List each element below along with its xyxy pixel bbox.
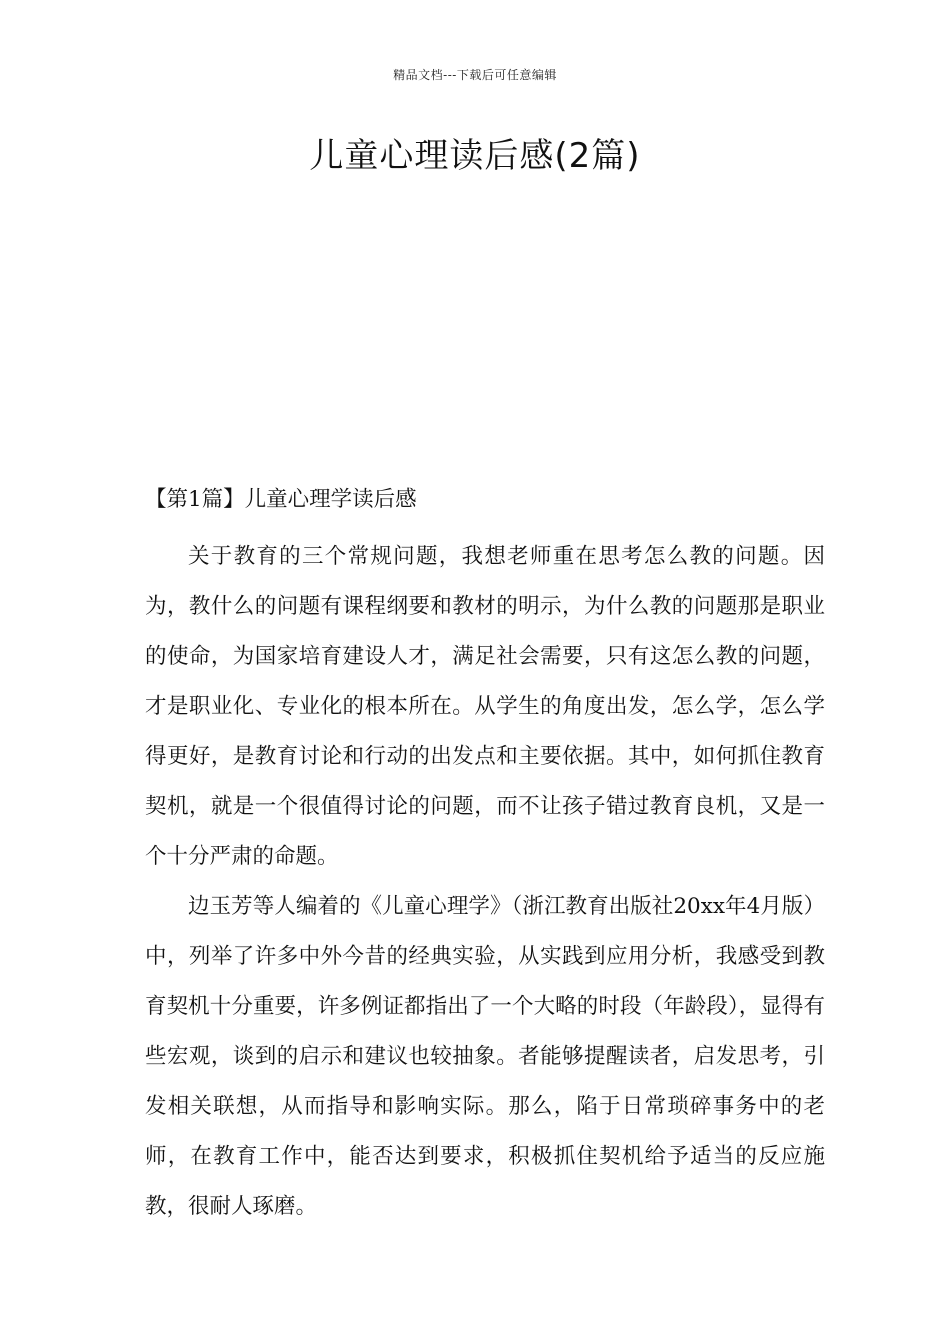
document-body bbox=[145, 482, 825, 1232]
paragraph-2: 边玉芳等人编着的《儿童心理学》（浙江教育出版社20xx年4月版）中，列举了许多中外今昔的经典实验，从实践到应用分析，我感受到教育契机十分重要，许多例证都指出了一个大略的时段（年龄段），显得有些宏观，谈到的启示和建议也较抽象。者能够提醒读者，启发思考，引发相关联想，从而指导和影响实际。那么，陷于日常琐碎事务中的老师，在教育工作中，能否达到要求，积极抓住契机给予适当的反应施教，很耐人琢磨。 bbox=[145, 894, 825, 1219]
header-note: 精品文档---下载后可任意编辑 bbox=[393, 68, 557, 82]
section-heading: 【第1篇】儿童心理学读后感 bbox=[145, 487, 417, 512]
paragraph-1: 关于教育的三个常规问题，我想老师重在思考怎么教的问题。因为，教什么的问题有课程纲要和教材的明示，为什么教的问题那是职业的使命，为国家培育建设人才，满足社会需要，只有这怎么教的问题，才是职业化、专业化的根本所在。从学生的角度出发，怎么学，怎么学得更好，是教育讨论和行动的出发点和主要依据。其中，如何抓住教育契机，就是一个很值得讨论的问题，而不让孩子错过教育良机，又是一个十分严肃的命题。 bbox=[145, 544, 825, 869]
document-title: 儿童心理读后感(2篇) bbox=[309, 136, 641, 176]
